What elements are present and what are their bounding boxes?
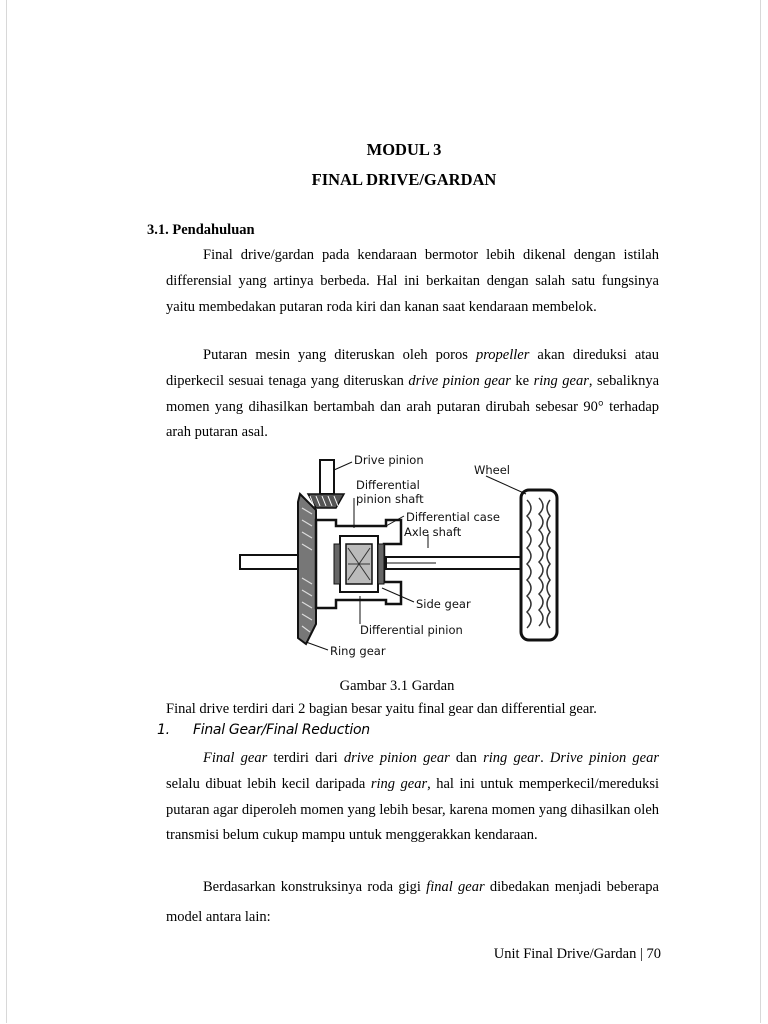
paragraph-final-drive: Final drive terdiri dari 2 bagian besar yaitu final gear dan differential gear. <box>166 701 597 717</box>
gardan-diagram <box>236 448 576 664</box>
paragraph-intro: Final drive/gardan pada kendaraan bermotor lebih dikenal dengan istilah differensial yang artinya berbeda. Hal ini berkaitan dengan salah satu fungsinya yaitu membedakan putaran roda kiri dan kanan saat kendaraan membelok. <box>166 247 659 315</box>
drive-pinion-shaft <box>320 460 334 494</box>
module-number: MODUL 3 <box>366 140 442 159</box>
label-axle-shaft: Axle shaft <box>404 525 462 539</box>
module-title: FINAL DRIVE/GARDAN <box>311 170 497 189</box>
wheel <box>521 490 557 640</box>
paragraph-final-gear: Final gear terdiri dari drive pinion gear dan ring gear. Drive pinion gear selalu dibuat lebih kecil daripada ring gear, hal ini untuk memperkecil/mereduksi putaran agar diperoleh momen yang lebih besar, karena momen yang dihasilkan oleh transmisi belum cukup mampu untuk menggerakkan kendaraan. <box>166 750 660 844</box>
label-side-gear: Side gear <box>416 597 471 611</box>
section-heading: 3.1. Pendahuluan <box>147 222 255 238</box>
figure-caption: Gambar 3.1 Gardan <box>339 678 455 694</box>
page-footer: Unit Final Drive/Gardan | 70 <box>493 946 661 962</box>
label-wheel: Wheel <box>474 463 511 477</box>
paragraph-construction: Berdasarkan konstruksinya roda gigi final gear dibedakan menjadi beberapa model antara lain: <box>166 879 659 925</box>
label-differential-pinion: Differential pinion <box>360 623 463 637</box>
subsection-heading: 1. Final Gear/Final Reduction <box>157 722 370 738</box>
label-ring-gear: Ring gear <box>330 644 386 658</box>
ring-gear <box>298 494 316 644</box>
label-drive-pinion: Drive pinion <box>354 453 424 467</box>
paragraph-propeller: Putaran mesin yang diteruskan oleh poros propeller akan direduksi atau diperkecil sesuai tenaga yang diteruskan drive pinion gear ke ring gear, sebaliknya momen yang dihasilkan bertambah dan arah putaran dirubah sebesar 90° terhadap arah putaran asal. <box>166 347 660 441</box>
label-diff-pinion-shaft-1: Differential <box>356 478 420 492</box>
label-diff-pinion-shaft-2: pinion shaft <box>356 492 424 506</box>
label-differential-case: Differential case <box>406 510 500 524</box>
